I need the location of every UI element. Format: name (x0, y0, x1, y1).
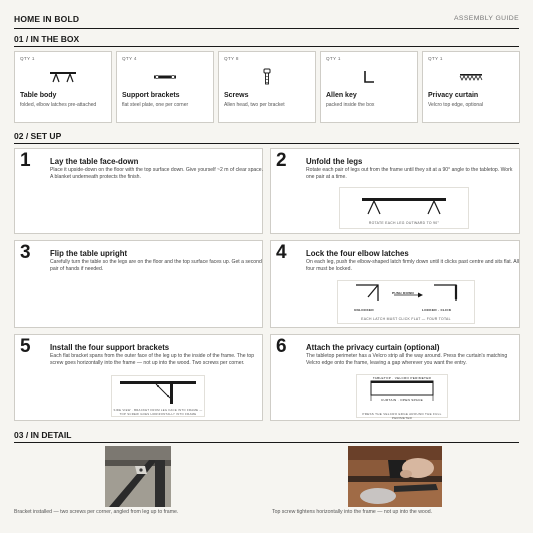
step-card-1 (14, 148, 263, 234)
curtain-icon (423, 67, 519, 87)
step-description: Each flat bracket spans from the outer face of the leg up to the inside of the frame. The top screw goes horizontally into the frame — not up into the wood. Two screws per corner. (50, 353, 255, 367)
step-description: The tabletop perimeter has a Velcro strip all the way around. Press the curtain's matching Velcro edge onto the frame, leaving a gap wherever you want the entry. (306, 353, 508, 367)
unlocked-label: UNLOCKED (354, 308, 374, 312)
bracket-icon (117, 67, 213, 87)
step-number: 1 (20, 150, 31, 171)
figure-caption: ROTATE EACH LEG OUTWARD TO 90° (368, 221, 440, 225)
push-down-label: PUSH DOWN (392, 291, 414, 295)
step-card-6 (270, 334, 520, 421)
screw-icon (219, 67, 315, 87)
box-item-privacy-curtain (422, 51, 520, 123)
box-item-screws (218, 51, 316, 123)
box-item-name: Table body (20, 92, 57, 99)
section-title-in-the-box: 01 / IN THE BOX (14, 34, 519, 47)
step-description: Rotate each pair of legs out from the frame until they sit at a 90° angle to the tabletop. Work one pair at a time. (306, 167, 513, 181)
elbow-latch-illustration (337, 280, 475, 324)
section-title-in-detail: 03 / IN DETAIL (14, 430, 519, 443)
tabletop-velcro-label: TABLETOP · VELCRO PERIMETER (372, 376, 432, 380)
box-item-table-body (14, 51, 112, 123)
step-title: Lock the four elbow latches (306, 249, 409, 258)
step-card-4 (270, 240, 520, 328)
box-item-name: Allen key (326, 92, 357, 99)
step-number: 4 (276, 242, 287, 263)
box-item-qty: QTY 8 (224, 56, 239, 61)
box-item-desc: flat steel plate, one per corner (122, 102, 189, 108)
photo-caption-bracket: Bracket installed — two screws per corner, angled from leg up to frame. (14, 509, 179, 515)
box-item-name: Support brackets (122, 92, 180, 99)
table-icon (15, 67, 111, 87)
step-number: 3 (20, 242, 31, 263)
box-item-qty: QTY 1 (428, 56, 443, 61)
box-item-name: Screws (224, 92, 249, 99)
box-item-qty: QTY 1 (326, 56, 341, 61)
step-card-2 (270, 148, 520, 234)
step-card-5 (14, 334, 263, 421)
step-number: 5 (20, 336, 31, 357)
step-title: Lay the table face-down (50, 157, 139, 166)
bracket-installed-photo (105, 446, 171, 507)
locked-label: LOCKED · CLICK (422, 308, 452, 312)
figure-caption: SIDE VIEW · BRACKET FROM LEG FACE INTO FRAME — TOP SCREW GOES HORIZONTALLY INTO FRAME (113, 408, 203, 416)
step-card-3 (14, 240, 263, 328)
screw-tightening-photo (348, 446, 442, 507)
unfold-legs-diagram (340, 188, 468, 220)
box-item-desc: packed inside the box (326, 102, 375, 108)
step-description: Carefully turn the table so the legs are on the floor and the top surface faces up. Get a second pair of hands if needed. (50, 259, 262, 273)
step-description: Place it upside-down on the floor with the top surface down. Give yourself ~2 m of clear space. A blanket underneath protects the finish. (50, 167, 264, 181)
box-item-support-brackets (116, 51, 214, 123)
step-number: 2 (276, 150, 287, 171)
guide-label: ASSEMBLY GUIDE (453, 15, 519, 22)
brand-name: HOME IN BOLD (14, 13, 80, 24)
box-item-desc: folded, elbow latches pre-attached (20, 102, 97, 108)
box-item-qty: QTY 1 (20, 56, 35, 61)
in-the-box-list (14, 51, 520, 123)
step-number: 6 (276, 336, 287, 357)
page-header (14, 9, 519, 29)
box-item-qty: QTY 4 (122, 56, 137, 61)
step-title: Attach the privacy curtain (optional) (306, 343, 440, 352)
step-title: Flip the table upright (50, 249, 128, 258)
figure-caption: PRESS THE VELCRO EDGE AROUND THE FULL PERIMETER (362, 412, 442, 420)
step-title: Install the four support brackets (50, 343, 170, 352)
box-item-allen-key (320, 51, 418, 123)
curtain-open-space-label: CURTAIN · OPEN SPACE (380, 398, 424, 402)
step-title: Unfold the legs (306, 157, 363, 166)
unfold-legs-illustration (339, 187, 469, 229)
box-item-desc: Allen head, two per bracket (224, 102, 285, 108)
box-item-desc: Velcro top edge, optional (428, 102, 484, 108)
section-title-set-up: 02 / SET UP (14, 131, 519, 144)
step-description: On each leg, push the elbow-shaped latch firmly down until it clicks past centre and sits flat. All four must be locked. (306, 259, 519, 273)
allen-key-icon (321, 67, 417, 87)
figure-caption: EACH LATCH MUST CLICK FLAT — FOUR TOTAL (361, 317, 451, 321)
photo-caption-screw: Top screw tightens horizontally into the frame — not up into the wood. (272, 509, 433, 515)
support-bracket-diagram (112, 376, 204, 406)
support-bracket-illustration (111, 375, 205, 417)
box-item-name: Privacy curtain (428, 92, 479, 99)
privacy-curtain-illustration (356, 374, 448, 418)
